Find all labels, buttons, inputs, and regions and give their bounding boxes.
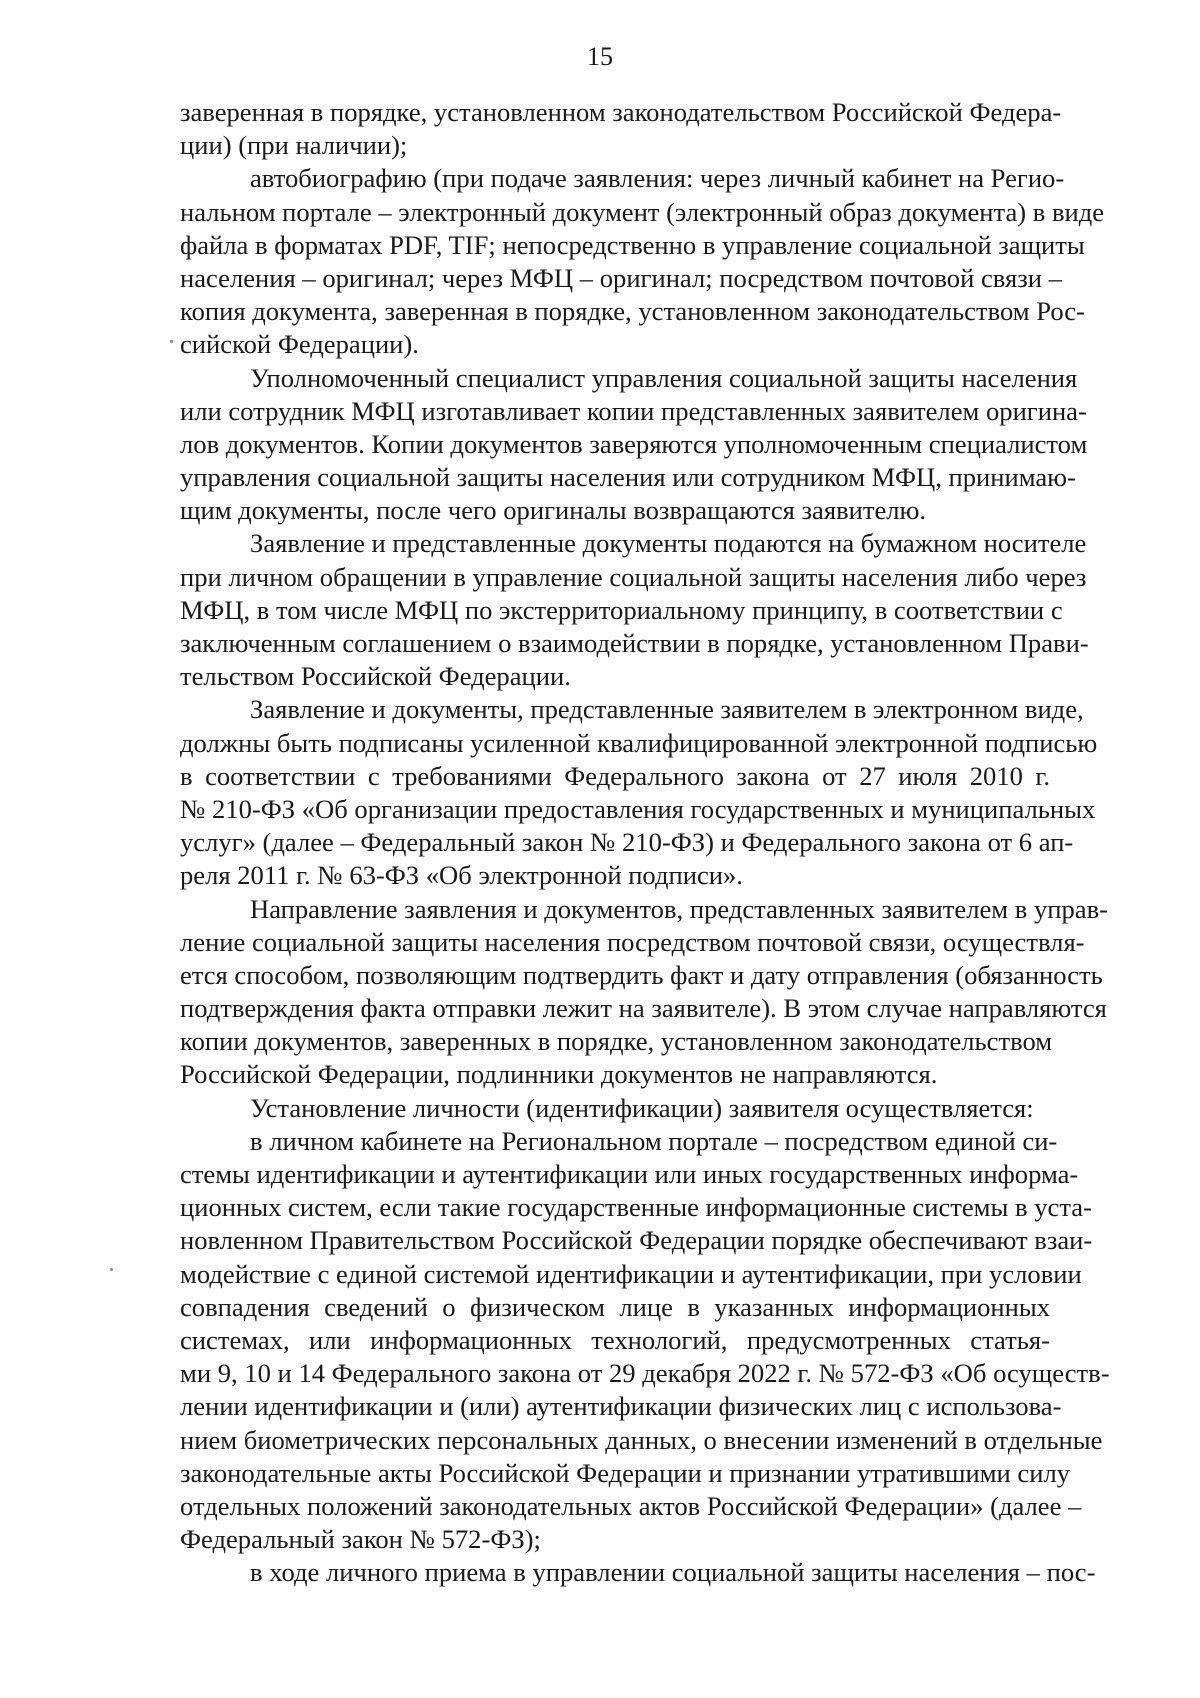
paragraph-8-line-7: системах, или информационных технологий, предусмотренных статья- xyxy=(180,1324,1050,1355)
paragraph-6-line-5: копии документов, заверенных в порядке, установленном законодательством xyxy=(180,1026,1053,1057)
paragraph-8-line-12: отдельных положений законодательных актов Российской Федерации» (далее – xyxy=(180,1490,1082,1521)
paragraph-3-line-3: лов документов. Копии документов заверяются уполномоченным специалистом xyxy=(180,428,1088,459)
paragraph-8-line-3: ционных систем, если такие государственные информационные системы в уста- xyxy=(180,1192,1092,1223)
paragraph-8-line-8: ми 9, 10 и 14 Федерального закона от 29 декабря 2022 г. № 572-ФЗ «Об осуществ- xyxy=(180,1358,1110,1389)
paragraph-2-line-2: нальном портале – электронный документ (электронный образ документа) в виде xyxy=(180,196,1105,227)
paragraph-3-line-1: Уполномоченный специалист управления социальной защиты населения xyxy=(250,362,1078,393)
paragraph-8-line-10: нием биометрических персональных данных, о внесении изменений в отдельные xyxy=(180,1424,1103,1455)
paragraph-5-line-4: № 210-ФЗ «Об организации предоставления государственных и муниципальных xyxy=(180,793,1096,824)
paragraph-6-line-2: ление социальной защиты населения посредством почтовой связи, осуществля- xyxy=(180,926,1085,957)
scan-speck xyxy=(110,1268,113,1271)
paragraph-6-line-6: Российской Федерации, подлинники документов не направляются. xyxy=(180,1059,938,1090)
paragraph-8-line-9: лении идентификации и (или) аутентификации физических лиц с использова- xyxy=(180,1391,1062,1422)
paragraph-3-line-5: щим документы, после чего оригиналы возвращаются заявителю. xyxy=(180,495,927,526)
paragraph-7-line-1: Установление личности (идентификации) заявителя осуществляется: xyxy=(250,1092,1034,1123)
paragraph-5-line-3: в соответствии с требованиями Федерального закона от 27 июля 2010 г. xyxy=(180,760,1050,791)
paragraph-4-line-2: при личном обращении в управление социальной защиты населения либо через xyxy=(180,561,1087,592)
paragraph-6-line-1: Направление заявления и документов, представленных заявителем в управ- xyxy=(250,893,1109,924)
paragraph-5-line-6: реля 2011 г. № 63-ФЗ «Об электронной подписи». xyxy=(180,860,743,891)
paragraph-1-line-2: ции) (при наличии); xyxy=(180,130,408,161)
paragraph-8-line-4: новленном Правительством Российской Федерации порядке обеспечивают взаи- xyxy=(180,1225,1093,1256)
paragraph-4-line-1: Заявление и представленные документы подаются на бумажном носителе xyxy=(250,528,1087,559)
paragraph-8-line-13: Федеральный закон № 572-ФЗ); xyxy=(180,1524,541,1555)
paragraph-4-line-5: тельством Российской Федерации. xyxy=(180,661,571,692)
paragraph-5-line-5: услуг» (далее – Федеральный закон № 210-ФЗ) и Федерального закона от 6 ап- xyxy=(180,827,1074,858)
paragraph-6-line-3: ется способом, позволяющим подтвердить факт и дату отправления (обязанность xyxy=(180,959,1103,990)
document-body xyxy=(180,96,1110,1589)
paragraph-2-line-3: файла в форматах PDF, TIF; непосредственно в управление социальной защиты xyxy=(180,229,1085,260)
paragraph-4-line-3: МФЦ, в том числе МФЦ по экстерриториальному принципу, в соответствии с xyxy=(180,594,1063,625)
page-number: 15 xyxy=(587,42,613,71)
paragraph-8-line-1: в личном кабинете на Региональном портале – посредством единой си- xyxy=(250,1125,1058,1156)
paragraph-5-line-2: должны быть подписаны усиленной квалифицированной электронной подписью xyxy=(180,727,1098,758)
paragraph-8-line-5: модействие с единой системой идентификации и аутентификации, при условии xyxy=(180,1258,1082,1289)
paragraph-6-line-4: подтверждения факта отправки лежит на заявителе). В этом случае направляются xyxy=(180,993,1107,1024)
paragraph-1-line-1: заверенная в порядке, установленном законодательством Российской Федера- xyxy=(180,97,1062,127)
paragraph-4-line-4: заключенным соглашением о взаимодействии в порядке, установленном Прави- xyxy=(180,628,1089,658)
paragraph-2-line-5: копия документа, заверенная в порядке, установленном законодательством Рос- xyxy=(180,296,1085,327)
paragraph-8-line-2: стемы идентификации и аутентификации или иных государственных информа- xyxy=(180,1159,1079,1189)
paragraph-2-line-4: населения – оригинал; через МФЦ – оригинал; посредством почтовой связи – xyxy=(180,262,1062,293)
paragraph-5-line-1: Заявление и документы, представленные заявителем в электронном виде, xyxy=(250,694,1084,725)
paragraph-8-line-11: законодательные акты Российской Федерации и признании утратившими силу xyxy=(180,1457,1071,1488)
paragraph-2-line-1: автобиографию (при подаче заявления: через личный кабинет на Регио- xyxy=(250,163,1065,194)
paragraph-8-line-6: совпадения сведений о физическом лице в указанных информационных xyxy=(180,1291,1050,1322)
paragraph-2-line-6: сийской Федерации). xyxy=(180,329,419,360)
paragraph-3-line-2: или сотрудник МФЦ изготавливает копии представленных заявителем оригина- xyxy=(180,395,1087,426)
scan-speck xyxy=(170,340,173,343)
paragraph-9-line-1: в ходе личного приема в управлении социальной защиты населения – пос- xyxy=(250,1557,1096,1588)
paragraph-3-line-4: управления социальной защиты населения или сотрудником МФЦ, принимаю- xyxy=(180,462,1076,493)
